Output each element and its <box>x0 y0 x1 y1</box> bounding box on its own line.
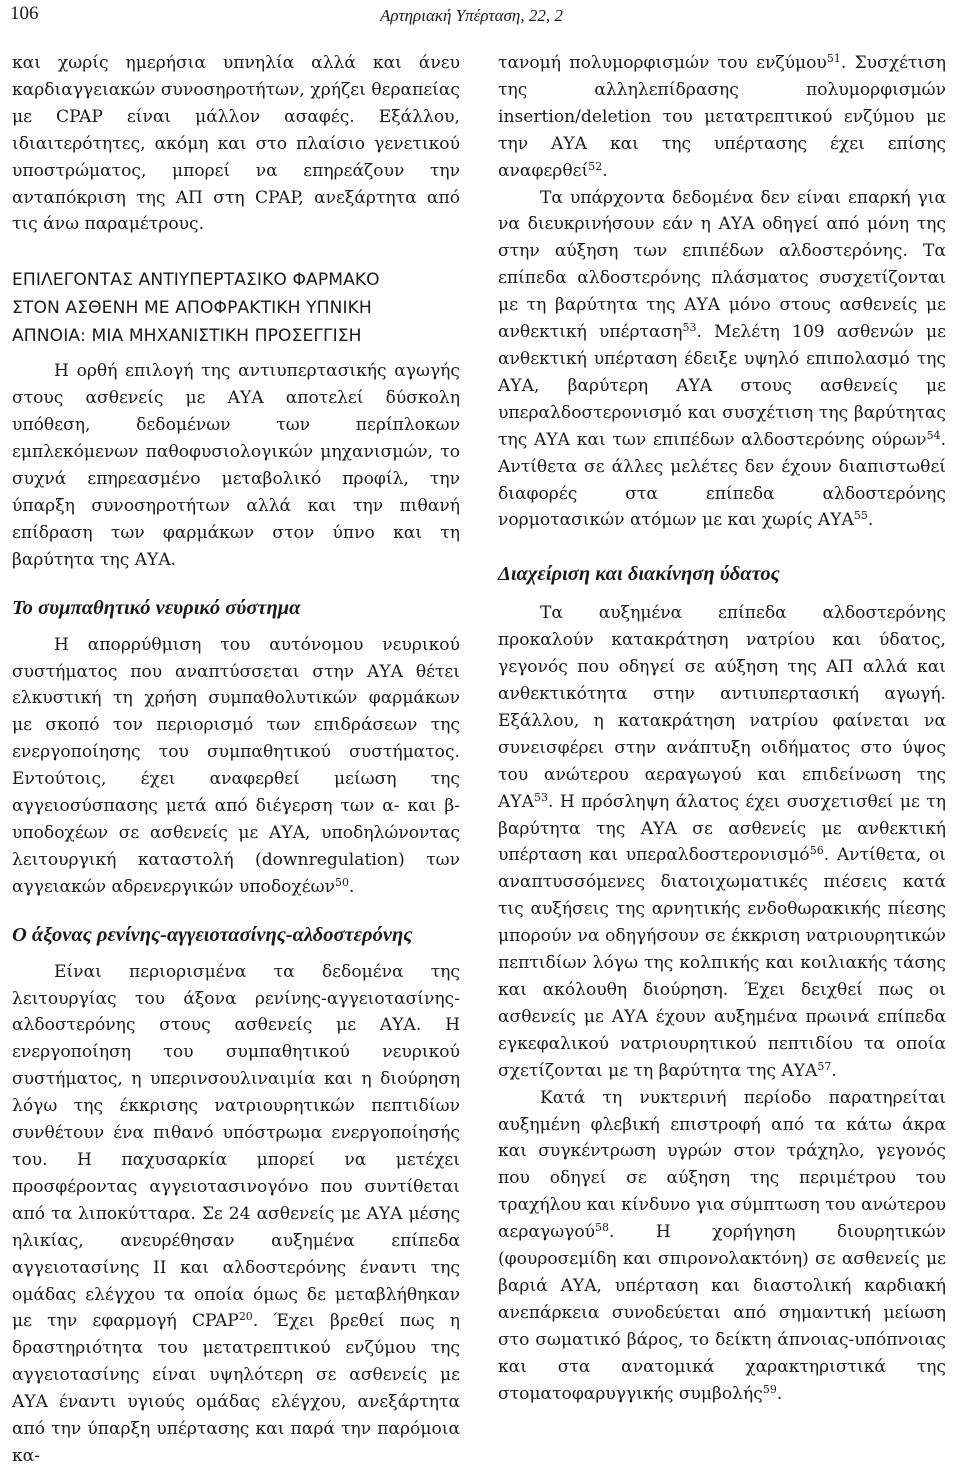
section-heading-line-2: ΣΤΟΝ ΑΣΘΕΝΗ ΜΕ ΑΠΟΦΡΑΚΤΙΚΗ ΥΠΝΙΚΗ <box>12 298 372 319</box>
ref-50: 50 <box>334 875 349 889</box>
ref-53: 53 <box>682 321 697 335</box>
continuation-text-3: . <box>602 160 608 181</box>
section-paragraph: Η ορθή επιλογή της αντιυπερτασικής αγωγής στους ασθενείς με ΑΥΑ αποτελεί δύσκολη υπόθεση, δεδομένων των περίπλοκων εμπλεκόμενων παθοφυσιολογικών μηχανισμών, το συχνά επηρεασμένο μεταβολικό προφίλ, την ύπαρξη συνοσηροτήτων αλλά και την πιθανή επίδραση των φαρμάκων στον ύπνο και τη βαρύτητα της ΑΥΑ. <box>12 361 460 570</box>
ref-57: 57 <box>817 1059 832 1073</box>
night-paragraph <box>498 1085 946 1408</box>
ref-58: 58 <box>595 1221 610 1235</box>
continuation-text-1: τανομή πολυμορφισμών του ενζύμου <box>498 53 827 73</box>
ref-54: 54 <box>926 428 941 442</box>
right-column <box>498 50 946 1408</box>
running-title: Αρτηριακή Υπέρταση, 22, 2 <box>380 6 563 25</box>
continuation-paragraph <box>498 50 946 185</box>
ref-55: 55 <box>853 509 868 523</box>
ref-59: 59 <box>762 1382 777 1396</box>
subheading-sympathetic: Το συμπαθητικό νευρικό σύστημα <box>12 596 301 619</box>
water-text-1: Τα αυξημένα επίπεδα αλδοστερόνης προκαλούν κατακράτηση νατρίου και ύδατος, γεγονός που οδηγεί σε αύξηση της ΑΠ αλλά και ανθεκτικότητα στην αντιυπερτασική αγωγή. Εξάλλου, η κατακράτηση νατρίου φαίνεται να συνεισφέρει στην ανάπτυξη οιδήματος στο ύψος του ανώτερου αεραγωγού και επιδείνωση της ΑΥΑ <box>498 603 946 812</box>
aldosterone-text-3: . Αντίθετα σε άλλες μελέτες δεν έχουν διαπιστωθεί διαφορές στα επίπεδα αλδοστερόνης νορμοτασικών ατόμων με και χωρίς ΑΥΑ <box>498 429 946 531</box>
intro-paragraph: και χωρίς ημερήσια υπνηλία αλλά και άνευ καρδιαγγειακών συνοσηροτήτων, χρήζει θεραπείας με CPAP είναι μάλλον ασαφές. Εξάλλου, ιδιαιτερότητες, ακόμη και στο πλαίσιο γενετικού υποστρώματος, μπορεί να επηρεάζουν την ανταπόκριση της ΑΠ στη CPAP, ανεξάρτητα από τις άνω παραμέτρους. <box>12 53 460 235</box>
left-column <box>12 50 460 1470</box>
subheading-water: Διαχείριση και διακίνηση ύδατος <box>498 563 780 586</box>
raas-text-1: Είναι περιορισμένα τα δεδομένα της λειτουργίας του άξονα ρενίνης-αγγειοτασίνης-αλδοστερόνης στους ασθενείς με ΑΥΑ. Η ενεργοποίηση του συμπαθητικού νευρικού συστήματος, η υπερινσουλιναιμία και η διούρηση λόγω της έκκρισης νατριουρητικών πεπτιδίων συνθέτουν ένα πιθανό υπόστρωμα ενεργοποίησής του. Η παχυσαρκία μπορεί να μετέχει προσφέροντας αγγειοτασινογόνο που συντίθεται από τα λιποκύτταρα. Σε 24 ασθενείς με ΑΥΑ μέσης ηλικίας, ανευρέθησαν αυξημένα επίπεδα αγγειοτασίνης II και αλδοστερόνης έναντι της ομάδας ελέγχου τα οποία όμως δε μεταβλήθηκαν με την εφαρμογή CPAP <box>12 961 460 1332</box>
ref-52: 52 <box>588 159 603 173</box>
raas-text-2: . Έχει βρεθεί πως η δραστηριότητα του μετατρεπτικού ενζύμου της αγγειοτασίνης είναι υψηλότερη σε ασθενείς με ΑΥΑ έναντι υγιούς ομάδας ελέγχου, ανεξάρτητα από την ύπαρξη υπέρτασης και παρά την παρόμοια κα- <box>12 1311 460 1466</box>
aldosterone-paragraph <box>498 185 946 535</box>
continuation-text-2: . Συσχέτιση της αλληλεπίδρασης πολυμορφισμών insertion/deletion του μετατρεπτικού ενζύμου με την ΑΥΑ και της υπέρτασης έχει επίσης αναφερθεί <box>498 53 946 181</box>
section-heading-line-3: ΑΠΝΟΙΑ: ΜΙΑ ΜΗΧΑΝΙΣΤΙΚΗ ΠΡΟΣΕΓΓΙΣΗ <box>12 326 362 347</box>
night-text-1: Κατά τη νυκτερινή περίοδο παρατηρείται αυξημένη φλεβική επιστροφή από τα κάτω άκρα και συγκέντρωση υγρών στον τράχηλο, γεγονός που οδηγεί σε αύξηση της περιμέτρου του τραχήλου και κίνδυνο για σύμπτωση του ανώτερου αεραγωγού <box>498 1087 946 1243</box>
ref-51: 51 <box>826 52 841 65</box>
water-text-2: . Η πρόσληψη άλατος έχει συσχετισθεί με τη βαρύτητα της ΑΥΑ σε ασθενείς με ανθεκτική υπέρταση και υπεραλδοστερονισμό <box>498 791 946 866</box>
water-text-3: . Αντίθετα, οι αναπτυσσόμενες διατοιχωματικές πιέσεις κατά τις αυξήσεις της αρνητικής ενδοθωρακικής πίεσης μπορούν να οδηγήσουν σε έκκριση νατριουρητικών πεπτιδίων λόγω της κολπικής και κοιλιακής τάσης και ακόλουθη διούρηση. Έχει δειχθεί πως οι ασθενείς με ΑΥΑ έχουν αυξημένα πρωινά επίπεδα εγκεφαλικού νατριουρητικού πεπτιδίου τα οποία σχετίζονται με τη βαρύτητα της ΑΥΑ <box>498 845 946 1081</box>
sympathetic-text: Η απορρύθμιση του αυτόνομου νευρικού συστήματος που αναπτύσσεται στην ΑΥΑ θέτει ελκυστική τη χρήση συμπαθολυτικών φαρμάκων με σκοπό τον περιορισμό των επιδράσεων της ενεργοποίησης του συμπαθητικού συστήματος. Εντούτοις, έχει αναφερθεί μείωση της αγγειοσύσπασης μετά από διέγερση των α- και β- υποδοχέων σε ασθενείς με ΑΥΑ, υποδηλώνοντας λειτουργική καταστολή (downregulation) των αγγειακών αδρενεργικών υποδοχέων <box>12 634 460 897</box>
water-paragraph <box>498 600 946 1084</box>
aldosterone-text-4: . <box>867 510 874 531</box>
page-number: 106 <box>10 3 39 24</box>
ref-56: 56 <box>809 844 824 858</box>
sympathetic-paragraph <box>12 632 460 901</box>
raas-paragraph <box>12 959 460 1470</box>
ref-20: 20 <box>238 1310 253 1324</box>
ref-53b: 53 <box>533 790 548 804</box>
night-text-2: . Η χορήγηση διουρητικών (φουροσεμίδη και σπιρονολακτόνη) σε ασθενείς με βαριά ΑΥΑ, υπέρταση και διαστολική καρδιακή ανεπάρκεια συνοδεύεται από σημαντική μείωση στο σωματικό βάρος, το δείκτη άπνοιας-υπόπνοιας και στα ανατομικά χαρακτηριστικά της στοματοφαρυγγικής συμβολής <box>498 1222 946 1404</box>
aldosterone-text-1: Τα υπάρχοντα δεδομένα δεν είναι επαρκή για να διευκρινήσουν εάν η ΑΥΑ οδηγεί από μόνη της στην αύξηση των επιπέδων αλδοστερόνης. Τα επίπεδα αλδοστερόνης πλάσματος συσχετίζονται με τη βαρύτητα της ΑΥΑ μόνο στους ασθενείς με ανθεκτική υπέρταση <box>498 187 946 343</box>
subheading-raas: Ο άξονας ρενίνης-αγγειοτασίνης-αλδοστερόνης <box>12 923 413 946</box>
section-heading-line-1: ΕΠΙΛΕΓΟΝΤΑΣ ΑΝΤΙΥΠΕΡΤΑΣΙΚΟ ΦΑΡΜΑΚΟ <box>12 270 380 291</box>
sympathetic-tail: . <box>348 876 355 897</box>
water-text-4: . <box>831 1060 837 1081</box>
section-heading <box>12 266 460 350</box>
aldosterone-text-2: . Μελέτη 109 ασθενών με ανθεκτική υπέρταση έδειξε υψηλό επιπολασμό της ΑΥΑ, βαρύτερη ΑΥΑ στους ασθενείς με υπεραλδοστερονισμό και συσχέτιση της βαρύτητας της ΑΥΑ και των επιπέδων αλδοστερόνης ούρων <box>498 322 946 450</box>
night-text-3: . <box>776 1383 783 1404</box>
page-header <box>0 0 960 40</box>
